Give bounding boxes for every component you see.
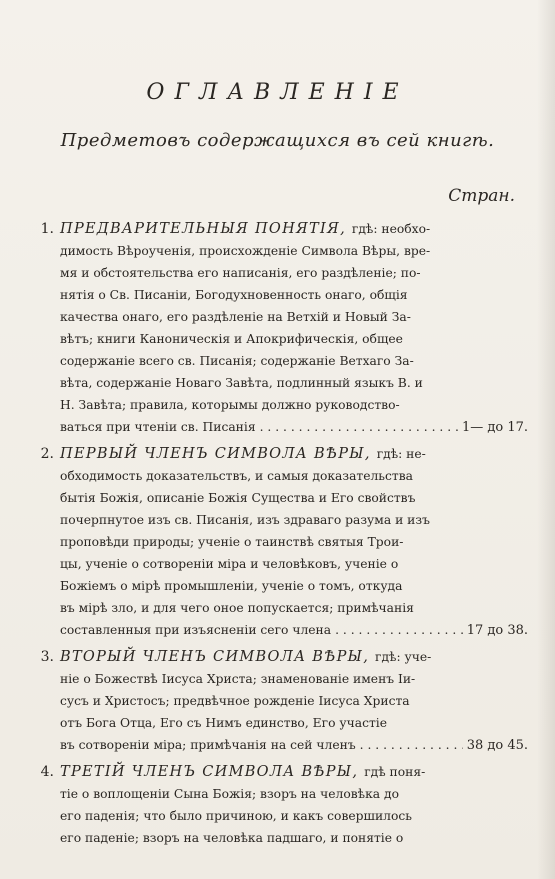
entry-line: бытія Божія, описаніе Божія Существа и Его свойствъ <box>60 491 416 505</box>
entry-heading: ПЕРВЫЙ ЧЛЕНЪ СИМВОЛА ВѢРЫ, <box>60 446 371 462</box>
page-subtitle: Предметовъ содержащихся въ сей книгѣ. <box>60 130 495 151</box>
entry-line: вѣта, содержаніе Новаго Завѣта, подлинный языкъ В. и <box>60 376 423 390</box>
entry-line: почерпнутое изъ св. Писанія, изъ здраваго разума и изъ <box>60 513 430 527</box>
entry-heading: ТРЕТІЙ ЧЛЕНЪ СИМВОЛА ВѢРЫ, <box>60 764 359 780</box>
entry-pages: 38 до 45. <box>466 738 528 753</box>
dot-leader <box>260 416 458 438</box>
toc-entry <box>38 218 528 439</box>
entry-line: содержаніе всего св. Писанія; содержаніе Ветхаго За- <box>60 354 414 368</box>
entry-line: Н. Завѣта; правила, которымы должно руководство- <box>60 398 400 412</box>
dot-leader <box>335 619 463 641</box>
entry-number: 2. <box>40 446 54 462</box>
page-fold-shadow <box>537 0 555 879</box>
entry-text: ваться при чтеніи св. Писанія <box>60 420 256 434</box>
entry-line: въ мірѣ зло, и для чего оное попускается; примѣчанія <box>60 601 414 615</box>
entry-line: проповѣди природы; ученіе о таинствѣ святыя Трои- <box>60 535 404 549</box>
entry-line: тіе о воплощеніи Сына Божія; взоръ на человѣка до <box>60 787 399 801</box>
entry-number: 1. <box>40 221 54 237</box>
entry-first-line <box>60 761 528 783</box>
entry-line: вѣтъ; книги Каноническія и Апокрифическія, общее <box>60 332 403 346</box>
entry-first-line <box>60 646 528 668</box>
entry-line: мя и обстоятельства его написанія, его раздѣленіе; по- <box>60 266 421 280</box>
entry-line: отъ Бога Отца, Его съ Нимъ единство, Его участіе <box>60 716 387 730</box>
entry-heading: ПРЕДВАРИТЕЛЬНЫЯ ПОНЯТІЯ, <box>60 221 346 237</box>
entry-text: гдѣ: не- <box>376 447 426 461</box>
toc-entry <box>38 646 528 757</box>
entry-last-line <box>60 734 528 757</box>
entry-last-line <box>60 416 528 439</box>
entry-line: его паденіе; взоръ на человѣка падшаго, и понятіе о <box>60 831 404 845</box>
entry-line: сусъ и Христосъ; предвѣчное рожденіе Іисуса Христа <box>60 694 410 708</box>
entry-heading: ВТОРЫЙ ЧЛЕНЪ СИМВОЛА ВѢРЫ, <box>60 649 370 665</box>
entry-number: 4. <box>40 764 54 780</box>
entry-line: обходимость доказательствъ, и самыя доказательства <box>60 469 413 483</box>
dot-leader <box>360 734 463 756</box>
entry-text: гдѣ: уче- <box>375 650 432 664</box>
entry-text: составленныя при изъясненіи сего члена <box>60 623 332 637</box>
entry-pages: 1— до 17. <box>461 420 528 435</box>
toc-entry <box>38 443 528 642</box>
entry-line: нятія о Св. Писаніи, Богодухновенность онаго, общія <box>60 288 408 302</box>
entry-number: 3. <box>40 649 54 665</box>
entry-line: Божіемъ о мірѣ промышленіи, ученіе о томъ, откуда <box>60 579 403 593</box>
page-title: ОГЛАВЛЕНІЕ <box>146 80 409 105</box>
entry-first-line <box>60 443 528 465</box>
entry-line: димость Вѣроученія, происхожденіе Символа Вѣры, вре- <box>60 244 431 258</box>
entry-line: его паденія; что было причиною, и какъ совершилось <box>60 809 412 823</box>
entry-line: ніе о Божествѣ Іисуса Христа; знаменованіе именъ Іи- <box>60 672 416 686</box>
entry-first-line <box>60 218 528 240</box>
toc-entry <box>38 761 528 849</box>
entry-text: гдѣ поня- <box>364 765 426 779</box>
entry-text: гдѣ: необхо- <box>351 222 431 236</box>
page-column-label: Стран. <box>448 186 515 206</box>
entry-text: въ сотвореніи міра; примѣчанія на сей членъ <box>60 738 356 752</box>
entry-pages: 17 до 38. <box>466 623 528 638</box>
table-of-contents <box>38 218 528 849</box>
entry-last-line <box>60 619 528 642</box>
entry-line: цы, ученіе о сотвореніи міра и человѣковъ, ученіе о <box>60 557 399 571</box>
entry-line: качества онаго, его раздѣленіе на Ветхій и Новый За- <box>60 310 411 324</box>
